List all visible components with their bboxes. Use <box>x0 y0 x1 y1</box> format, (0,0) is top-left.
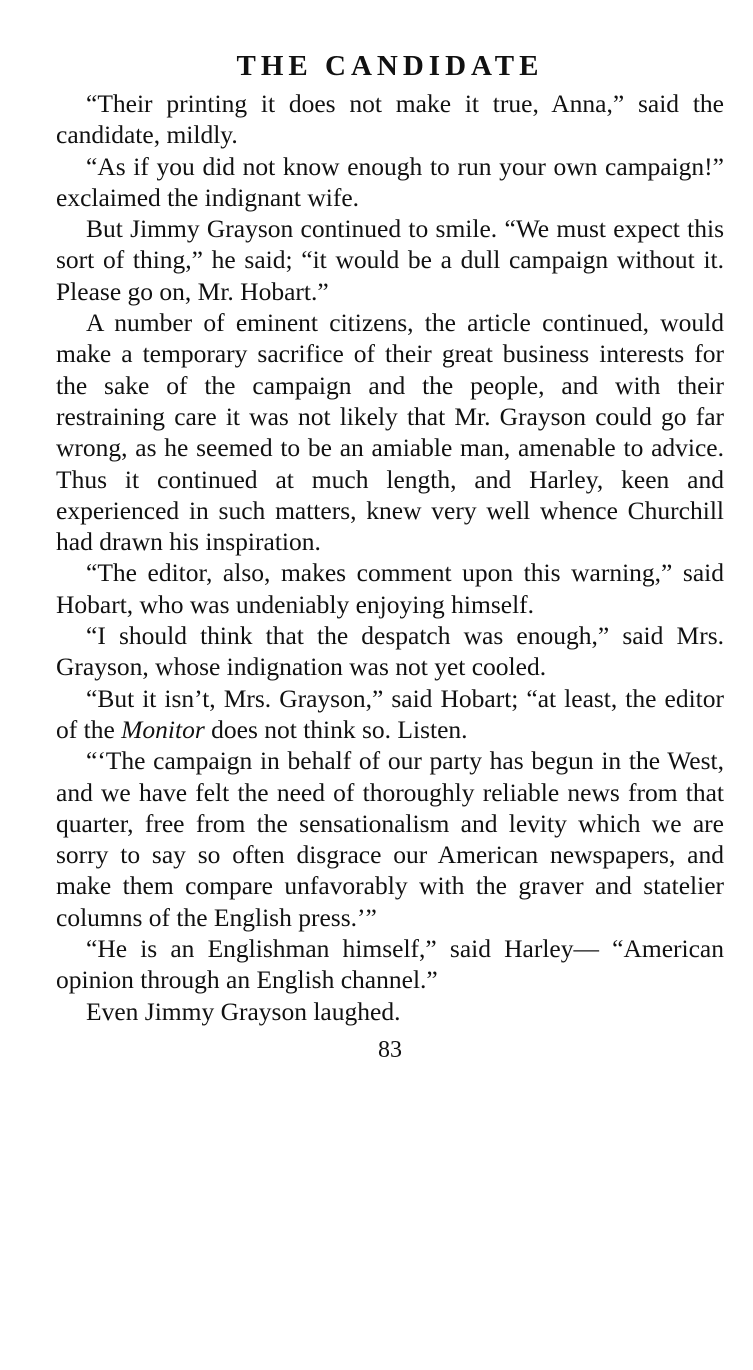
paragraph: “The editor, also, makes comment upon this warning,” said Hobart, who was undeniably enjoying himself. <box>56 558 724 619</box>
page-number: 83 <box>378 1036 402 1063</box>
book-page <box>56 46 724 1065</box>
paragraph-monitor <box>56 683 724 746</box>
paragraph-text: “But it isn’t, Mrs. Grayson,” said Hobart; “at least, the editor of the <box>56 683 724 744</box>
body-text <box>56 88 724 1027</box>
newspaper-title: Monitor <box>121 714 205 744</box>
paragraph: “As if you did not know enough to run your own campaign!” exclaimed the indignant wife. <box>56 151 724 212</box>
running-head: THE CANDIDATE <box>236 50 544 82</box>
paragraph: “He is an Englishman himself,” said Harley— “American opinion through an English channel.” <box>56 934 724 995</box>
paragraph: “I should think that the despatch was enough,” said Mrs. Grayson, whose indignation was not yet cooled. <box>56 621 724 682</box>
paragraph: Even Jimmy Grayson laughed. <box>86 996 401 1026</box>
paragraph: “‘The campaign in behalf of our party has begun in the West, and we have felt the need of thoroughly reliable news from that quarter, free from the sensationalism and levity which we are sorry to say so often disgrace our American newspapers, and make them compare unfavorably with the graver and statelier columns of the English press.’” <box>56 746 724 932</box>
paragraph: But Jimmy Grayson continued to smile. “We must expect this sort of thing,” he said; “it would be a dull campaign without it. Please go on, Mr. Hobart.” <box>56 214 724 306</box>
paragraph-text: does not think so. Listen. <box>204 714 468 744</box>
paragraph: “Their printing it does not make it true, Anna,” said the candidate, mildly. <box>56 89 724 150</box>
paragraph: A number of eminent citizens, the article continued, would make a temporary sacrifice of their great business interests for the sake of the campaign and the people, and with their restraining care it was not likely that Mr. Grayson could go far wrong, as he seemed to be an amiable man, amenable to advice. Thus it continued at much length, and Harley, keen and experienced in such matters, knew very well whence Churchill had drawn his inspiration. <box>56 308 724 557</box>
